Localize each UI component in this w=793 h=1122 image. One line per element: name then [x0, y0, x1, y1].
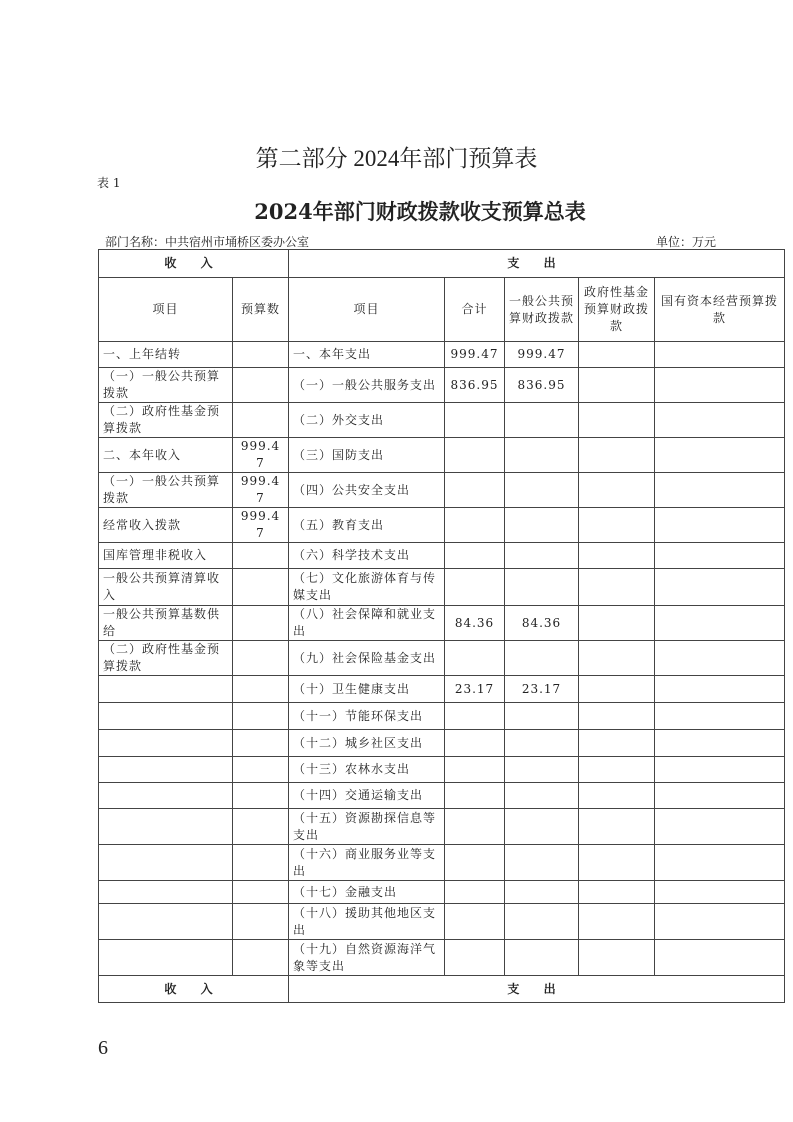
state-capital-amount: [655, 543, 785, 569]
income-amount: [233, 904, 289, 940]
income-amount: [233, 569, 289, 606]
fund-budget-amount: [579, 368, 655, 403]
expense-item: （十二）城乡社区支出: [289, 730, 445, 757]
state-capital-amount: [655, 403, 785, 438]
general-budget-amount: [505, 783, 579, 809]
expense-item: （十五）资源勘探信息等支出: [289, 809, 445, 845]
table-title: 2024年部门财政拨款收支预算总表: [254, 199, 586, 224]
expense-total: [445, 881, 505, 904]
table-row: [99, 904, 785, 940]
expense-total: [445, 569, 505, 606]
fund-budget-amount: [579, 845, 655, 881]
income-item: （二）政府性基金预算拨款: [99, 403, 233, 438]
state-capital-amount: [655, 368, 785, 403]
state-capital-amount: [655, 809, 785, 845]
fund-budget-amount: [579, 904, 655, 940]
income-item: 经常收入拨款: [99, 508, 233, 543]
fund-budget-amount: [579, 403, 655, 438]
expense-item: （一）一般公共服务支出: [289, 368, 445, 403]
income-amount: [233, 783, 289, 809]
fund-budget-amount: [579, 543, 655, 569]
income-amount: [233, 606, 289, 641]
general-budget-amount: [505, 845, 579, 881]
expense-item: （十）卫生健康支出: [289, 676, 445, 703]
expense-total: [445, 730, 505, 757]
general-budget-amount: [505, 403, 579, 438]
income-item: [99, 757, 233, 783]
budget-table: [98, 249, 785, 1003]
state-capital-amount: [655, 881, 785, 904]
table-row: [99, 641, 785, 676]
income-item: [99, 881, 233, 904]
income-item: （一）一般公共预算拨款: [99, 368, 233, 403]
income-amount: 999.47: [233, 438, 289, 473]
state-capital-amount: [655, 438, 785, 473]
state-capital-amount: [655, 730, 785, 757]
general-budget-amount: [505, 730, 579, 757]
table-row: [99, 730, 785, 757]
state-capital-amount: [655, 783, 785, 809]
table-row: [99, 757, 785, 783]
income-item: [99, 904, 233, 940]
expense-footer: 支 出: [289, 976, 785, 1003]
income-amount: [233, 757, 289, 783]
fund-budget-amount: [579, 641, 655, 676]
income-amount: 999.47: [233, 508, 289, 543]
expense-total: 23.17: [445, 676, 505, 703]
income-item: [99, 845, 233, 881]
income-item: 二、本年收入: [99, 438, 233, 473]
expense-total: [445, 940, 505, 976]
table-row: [99, 703, 785, 730]
expense-total: [445, 641, 505, 676]
fund-budget-amount: [579, 757, 655, 783]
income-item: [99, 809, 233, 845]
expense-item: （十八）援助其他地区支出: [289, 904, 445, 940]
expense-item: （十四）交通运输支出: [289, 783, 445, 809]
fund-budget-amount: [579, 606, 655, 641]
general-budget-amount: [505, 438, 579, 473]
table-row: [99, 368, 785, 403]
expense-total: [445, 757, 505, 783]
income-amount: [233, 940, 289, 976]
table-row: [99, 676, 785, 703]
income-amount: [233, 676, 289, 703]
state-capital-amount: [655, 703, 785, 730]
fund-budget-amount: [579, 881, 655, 904]
income-item: 国库管理非税收入: [99, 543, 233, 569]
expense-item: （七）文化旅游体育与传媒支出: [289, 569, 445, 606]
income-item: 一般公共预算基数供给: [99, 606, 233, 641]
income-item: [99, 730, 233, 757]
unit-label: 单位：万元: [656, 235, 717, 249]
income-amount: [233, 845, 289, 881]
expense-item: （八）社会保障和就业支出: [289, 606, 445, 641]
general-budget-amount: 23.17: [505, 676, 579, 703]
expense-total: [445, 508, 505, 543]
general-budget-amount: 836.95: [505, 368, 579, 403]
expense-total: [445, 904, 505, 940]
income-amount: [233, 730, 289, 757]
fund-budget-amount: [579, 342, 655, 368]
expense-item: （六）科学技术支出: [289, 543, 445, 569]
fund-budget-amount: [579, 508, 655, 543]
state-capital-amount: [655, 757, 785, 783]
table-row: [99, 508, 785, 543]
expense-total: [445, 403, 505, 438]
state-capital-amount: [655, 641, 785, 676]
fund-budget-amount: [579, 473, 655, 508]
general-budget-amount: [505, 508, 579, 543]
state-capital-amount: [655, 606, 785, 641]
expense-total: 836.95: [445, 368, 505, 403]
income-amount: [233, 403, 289, 438]
income-item: （二）政府性基金预算拨款: [99, 641, 233, 676]
expense-item: （十三）农林水支出: [289, 757, 445, 783]
state-capital-amount: [655, 845, 785, 881]
fund-budget-amount: [579, 438, 655, 473]
fund-budget-amount: [579, 569, 655, 606]
income-item: [99, 783, 233, 809]
page-number: 6: [98, 1037, 108, 1059]
expense-total: [445, 783, 505, 809]
state-capital-amount: [655, 473, 785, 508]
table-row: [99, 809, 785, 845]
income-amount: [233, 543, 289, 569]
table-row: [99, 543, 785, 569]
expense-total: [445, 473, 505, 508]
table-row: [99, 438, 785, 473]
general-budget-amount: 84.36: [505, 606, 579, 641]
expense-item: （二）外交支出: [289, 403, 445, 438]
column-header: 预算数: [233, 278, 289, 342]
general-budget-amount: [505, 569, 579, 606]
fund-budget-amount: [579, 783, 655, 809]
expense-item: 一、本年支出: [289, 342, 445, 368]
column-header: 政府性基金预算财政拨款: [579, 278, 655, 342]
expense-item: （十九）自然资源海洋气象等支出: [289, 940, 445, 976]
general-budget-amount: [505, 757, 579, 783]
income-amount: 999.47: [233, 473, 289, 508]
general-budget-amount: [505, 543, 579, 569]
income-amount: [233, 881, 289, 904]
table-row: [99, 881, 785, 904]
expense-item: （十一）节能环保支出: [289, 703, 445, 730]
general-budget-amount: 999.47: [505, 342, 579, 368]
expense-total: [445, 703, 505, 730]
table-row: [99, 783, 785, 809]
expense-total: [445, 543, 505, 569]
department-name: 部门名称：中共宿州市埇桥区委办公室: [105, 235, 310, 249]
general-budget-amount: [505, 904, 579, 940]
expense-item: （三）国防支出: [289, 438, 445, 473]
table-row: [99, 569, 785, 606]
expense-total: [445, 809, 505, 845]
table-row: [99, 606, 785, 641]
expense-total: 999.47: [445, 342, 505, 368]
income-item: 一般公共预算清算收入: [99, 569, 233, 606]
state-capital-amount: [655, 569, 785, 606]
column-header: 项目: [99, 278, 233, 342]
income-item: [99, 703, 233, 730]
state-capital-amount: [655, 508, 785, 543]
general-budget-amount: [505, 703, 579, 730]
fund-budget-amount: [579, 730, 655, 757]
state-capital-amount: [655, 342, 785, 368]
state-capital-amount: [655, 940, 785, 976]
fund-budget-amount: [579, 676, 655, 703]
income-item: （一）一般公共预算拨款: [99, 473, 233, 508]
expense-header: 支 出: [289, 250, 785, 278]
table-row: [99, 940, 785, 976]
expense-item: （十六）商业服务业等支出: [289, 845, 445, 881]
table-row: [99, 845, 785, 881]
expense-total: [445, 845, 505, 881]
income-amount: [233, 641, 289, 676]
expense-item: （九）社会保险基金支出: [289, 641, 445, 676]
column-header: 合计: [445, 278, 505, 342]
general-budget-amount: [505, 809, 579, 845]
column-header: 一般公共预算财政拨款: [505, 278, 579, 342]
table-row: [99, 342, 785, 368]
part-title: 第二部分 2024年部门预算表: [255, 146, 538, 171]
expense-item: （十七）金融支出: [289, 881, 445, 904]
table-number: 表 1: [97, 176, 121, 190]
general-budget-amount: [505, 881, 579, 904]
expense-total: 84.36: [445, 606, 505, 641]
table-row: [99, 403, 785, 438]
fund-budget-amount: [579, 940, 655, 976]
general-budget-amount: [505, 473, 579, 508]
table-row: [99, 473, 785, 508]
income-footer: 收 入: [99, 976, 289, 1003]
income-item: [99, 676, 233, 703]
income-item: [99, 940, 233, 976]
general-budget-amount: [505, 641, 579, 676]
income-amount: [233, 368, 289, 403]
state-capital-amount: [655, 676, 785, 703]
state-capital-amount: [655, 904, 785, 940]
income-amount: [233, 703, 289, 730]
column-header: 项目: [289, 278, 445, 342]
income-amount: [233, 342, 289, 368]
column-header: 国有资本经营预算拨款: [655, 278, 785, 342]
expense-item: （五）教育支出: [289, 508, 445, 543]
general-budget-amount: [505, 940, 579, 976]
fund-budget-amount: [579, 703, 655, 730]
income-header: 收 入: [99, 250, 289, 278]
income-item: 一、上年结转: [99, 342, 233, 368]
expense-item: （四）公共安全支出: [289, 473, 445, 508]
income-amount: [233, 809, 289, 845]
fund-budget-amount: [579, 809, 655, 845]
expense-total: [445, 438, 505, 473]
